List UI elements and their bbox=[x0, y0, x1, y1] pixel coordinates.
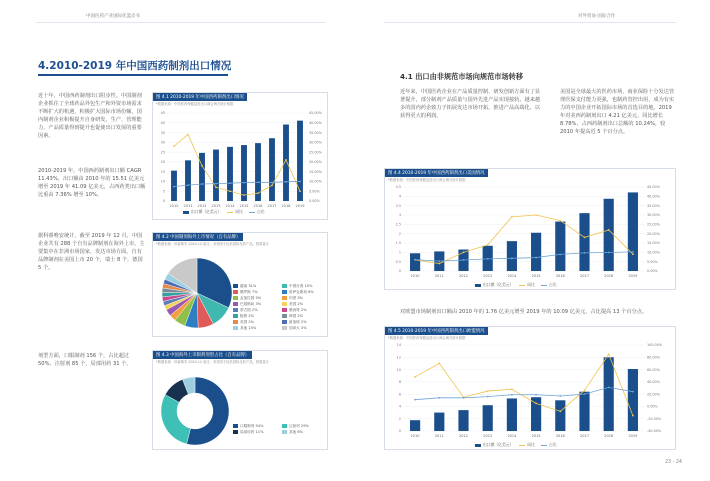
legend-label: 新加坡 2% bbox=[289, 319, 307, 324]
y-tick-right: 0.00% bbox=[309, 199, 320, 204]
x-tick: 2013 bbox=[483, 274, 493, 278]
y-tick-right: 0.00% bbox=[647, 404, 658, 409]
y-tick-left: 3 bbox=[398, 213, 401, 218]
line-point bbox=[511, 394, 513, 396]
y-tick-left: 25 bbox=[160, 150, 165, 155]
line-point bbox=[187, 184, 189, 186]
line-point bbox=[632, 415, 634, 417]
series-line bbox=[415, 387, 633, 399]
line-point bbox=[487, 258, 489, 260]
chart-4-2-pie bbox=[157, 253, 237, 333]
legend-swatch bbox=[233, 284, 238, 288]
legend-label: 俄罗斯 7% bbox=[240, 289, 258, 294]
y-tick-right: 40.00% bbox=[647, 380, 660, 385]
y-tick-left: 30 bbox=[160, 140, 165, 145]
y-tick-right: 60.00% bbox=[647, 367, 660, 372]
y-tick-left: 5 bbox=[162, 189, 165, 194]
legend-swatch bbox=[282, 284, 287, 288]
legend-swatch bbox=[233, 314, 238, 318]
line-point bbox=[487, 396, 489, 398]
line-point bbox=[187, 134, 189, 136]
legend-row bbox=[233, 325, 327, 331]
bar bbox=[185, 160, 191, 201]
bar bbox=[434, 413, 444, 431]
y-tick-right: 15.00% bbox=[647, 241, 660, 246]
paragraph-2: 2010-2019 年，中国西药制剂出口额 CAGR 11.43%，出口额由 2010 年的 15.51 亿美元增至 2019 年 41.09 亿美元，占西药类出口额比重由 7.36% 增至 10%。 bbox=[38, 168, 146, 199]
y-tick-right: 45.00% bbox=[647, 185, 660, 190]
y-tick-left: 14 bbox=[396, 343, 401, 348]
legend-swatch bbox=[282, 430, 287, 434]
line-point bbox=[414, 399, 416, 401]
y-tick-right: 35.00% bbox=[647, 203, 660, 208]
bar bbox=[555, 400, 565, 431]
y-tick-left: 40 bbox=[160, 120, 165, 125]
y-tick-left: 35 bbox=[160, 130, 165, 135]
legend-label: 越南 31% bbox=[240, 283, 257, 288]
x-tick: 2016 bbox=[253, 204, 263, 208]
legend-label: 韩国 2% bbox=[289, 313, 304, 318]
header-right-title: 对外贸易·国际合作 bbox=[578, 14, 616, 19]
y-tick-right: 40.00% bbox=[647, 194, 660, 199]
section-title: 4.2010-2019 年中国西药制剂出口情况 bbox=[38, 60, 232, 72]
y-tick-right: 80.00% bbox=[647, 355, 660, 360]
bar bbox=[579, 213, 589, 271]
legend-entry bbox=[233, 430, 278, 435]
line-point bbox=[559, 410, 561, 412]
legend-swatch bbox=[282, 314, 287, 318]
line-point bbox=[511, 216, 513, 218]
line-point bbox=[584, 252, 586, 254]
legend-label: 秘鲁 2% bbox=[240, 313, 255, 318]
x-tick: 2017 bbox=[267, 204, 277, 208]
y-tick-right: 5.00% bbox=[309, 189, 320, 194]
header-left-title: 中国医药产业国际化蓝皮书 bbox=[86, 14, 140, 19]
legend-label: 印度 3% bbox=[289, 295, 304, 300]
series-line bbox=[174, 181, 300, 186]
y-tick-left: 4 bbox=[398, 194, 401, 199]
chart-4-4-note: *数据来源：中国医药保健品进出口商会海关统计数据 bbox=[388, 178, 466, 182]
bar bbox=[531, 233, 541, 271]
line-point bbox=[414, 259, 416, 261]
legend-swatch bbox=[233, 320, 238, 324]
subsection-title: 4.1 出口由非规范市场向规范市场转移 bbox=[400, 72, 524, 81]
x-tick: 2017 bbox=[580, 274, 589, 278]
bar bbox=[410, 253, 420, 271]
series-line bbox=[415, 215, 633, 264]
bar bbox=[213, 150, 219, 201]
x-tick: 2015 bbox=[239, 204, 249, 208]
y-tick-right: 10.00% bbox=[647, 250, 660, 255]
y-tick-right: 100.00% bbox=[647, 343, 663, 348]
x-tick: 2018 bbox=[604, 274, 614, 278]
line-point bbox=[438, 263, 440, 265]
chart-4-5 bbox=[384, 326, 676, 450]
legend-entry bbox=[233, 314, 278, 319]
x-tick: 2014 bbox=[507, 274, 517, 278]
y-tick-right: 20.00% bbox=[309, 160, 322, 165]
y-tick-right: 10.00% bbox=[309, 179, 322, 184]
legend-swatch bbox=[233, 430, 238, 434]
y-tick-right: 25.00% bbox=[309, 150, 322, 155]
bar bbox=[604, 357, 614, 431]
y-tick-right: 15.00% bbox=[309, 169, 322, 174]
legend-label: 中国台湾 10% bbox=[289, 283, 313, 288]
legend-label: 英国 2% bbox=[240, 319, 255, 324]
chart-4-5-note: *数据来源：中国医药保健品进出口商会海关统计数据 bbox=[388, 336, 466, 340]
y-tick-right: -20.00% bbox=[647, 416, 662, 421]
legend-label: 其他 6% bbox=[289, 429, 304, 434]
y-tick-left: 4.5 bbox=[395, 185, 401, 190]
legend-entry bbox=[282, 290, 327, 295]
legend-label: 蒙古国 2% bbox=[240, 307, 258, 312]
page-number: 23 - 24 bbox=[665, 460, 682, 465]
x-tick: 2019 bbox=[628, 434, 638, 438]
legend-swatch bbox=[233, 326, 238, 330]
line-point bbox=[511, 388, 513, 390]
legend-entry bbox=[282, 284, 327, 289]
line-point bbox=[257, 181, 259, 183]
chart-4-4-plot bbox=[385, 179, 677, 283]
line-point bbox=[229, 190, 231, 192]
right-paragraph-2: 美国是全球最大的医药市场，商业保险十分发达管理医保支付能力更强，也制药管控出用，成为有实力的中国企业开拓国际市场的首选目的地。2019 年对美西药制剂出口 4.21 亿美元，同比增长 8.78%，占西药制剂出口总额的 10.24%，较 2010 年提高近 5 个百分点。 bbox=[560, 89, 675, 136]
legend-swatch bbox=[282, 308, 287, 312]
y-tick-left: 0.5 bbox=[395, 259, 401, 264]
line-point bbox=[215, 186, 217, 188]
chart-4-3-title: 图 4.3 中国海外上市制剂剂型占比（自有品牌） bbox=[153, 351, 252, 359]
y-tick-left: 20 bbox=[160, 160, 165, 165]
line-point bbox=[559, 220, 561, 222]
line-point bbox=[535, 214, 537, 216]
line-point bbox=[608, 229, 610, 231]
legend-entry bbox=[233, 308, 278, 313]
y-tick-left: 1.5 bbox=[395, 241, 401, 246]
line-point bbox=[438, 363, 440, 365]
y-tick-left: 4 bbox=[398, 404, 401, 409]
chart-4-1-title: 图 4.1 2010-2019 年中国西药制剂出口情况 bbox=[153, 93, 247, 101]
x-tick: 2013 bbox=[211, 204, 221, 208]
bar bbox=[507, 398, 517, 431]
line-point bbox=[414, 376, 416, 378]
series-line bbox=[174, 135, 300, 196]
legend-swatch bbox=[233, 296, 238, 300]
line-point bbox=[463, 259, 465, 261]
chart-4-1-note: *数据来源：中国医药保健品进出口商会海关统计数据 bbox=[156, 102, 234, 106]
chart-4-5-title: 图 4.5 2010-2019 年中国西药制剂出口欧盟情况 bbox=[385, 327, 488, 335]
y-tick-left: 6 bbox=[398, 392, 401, 397]
y-tick-left: 2 bbox=[398, 416, 401, 421]
y-tick-right: 30.00% bbox=[309, 140, 322, 145]
bar bbox=[297, 121, 303, 201]
bar bbox=[269, 138, 275, 201]
line-point bbox=[608, 386, 610, 388]
line-point bbox=[487, 244, 489, 246]
legend-entry bbox=[233, 302, 278, 307]
line-point bbox=[271, 184, 273, 186]
legend-entry bbox=[233, 326, 278, 331]
x-tick: 2014 bbox=[507, 434, 517, 438]
x-tick: 2016 bbox=[555, 274, 565, 278]
bar bbox=[227, 147, 233, 201]
legend-entry bbox=[282, 424, 327, 429]
line-point bbox=[438, 397, 440, 399]
x-tick: 2015 bbox=[531, 434, 541, 438]
legend-swatch bbox=[282, 424, 287, 428]
legend-swatch bbox=[233, 424, 238, 428]
chart-4-5-plot bbox=[385, 337, 677, 443]
right-paragraph-3: 对欧盟市场制剂出口额由 2010 年的 1.76 亿美元增至 2019 年的 10.09 亿美元，占比提高 13 个百分点。 bbox=[400, 309, 648, 315]
line-point bbox=[201, 183, 203, 185]
legend-entry bbox=[282, 320, 327, 325]
y-tick-left: 10 bbox=[160, 179, 165, 184]
x-tick: 2010 bbox=[410, 434, 420, 438]
y-tick-right: -40.00% bbox=[647, 429, 662, 434]
legend-entry bbox=[233, 290, 278, 295]
legend-row bbox=[233, 429, 327, 435]
y-tick-left: 10 bbox=[396, 367, 401, 372]
y-tick-left: 2.5 bbox=[395, 222, 401, 227]
line-point bbox=[215, 183, 217, 185]
x-tick: 2017 bbox=[580, 434, 589, 438]
legend-swatch bbox=[282, 326, 287, 330]
line-point bbox=[243, 194, 245, 196]
legend-entry bbox=[282, 302, 327, 307]
y-tick-left: 45 bbox=[160, 111, 165, 116]
legend-label: 注射剂 29% bbox=[289, 423, 309, 428]
legend-swatch bbox=[233, 290, 238, 294]
line-point bbox=[608, 353, 610, 355]
legend-entry bbox=[233, 284, 278, 289]
line-point bbox=[299, 181, 301, 183]
y-tick-right: 25.00% bbox=[647, 222, 660, 227]
y-tick-left: 0 bbox=[398, 429, 401, 434]
bar bbox=[531, 397, 541, 431]
line-point bbox=[257, 192, 259, 194]
bar bbox=[483, 405, 493, 431]
chart-4-3-note: *数据来源：科睿唯安 2019.12 备注：非美国不包括国际化药产品，按数量计 bbox=[156, 360, 269, 364]
legend-label: 孟加拉国 5% bbox=[240, 295, 262, 300]
legend-label: 其他 15% bbox=[240, 325, 257, 330]
legend-entry bbox=[282, 296, 327, 301]
legend-swatch bbox=[282, 320, 287, 324]
line-point bbox=[285, 181, 287, 183]
line-point bbox=[559, 395, 561, 397]
legend-label: 加拿大 3% bbox=[289, 325, 307, 330]
y-tick-left: 0 bbox=[398, 269, 401, 274]
legend-swatch bbox=[282, 296, 287, 300]
y-tick-left: 2 bbox=[398, 231, 401, 236]
chart-4-4 bbox=[384, 168, 676, 290]
chart-4-4-title: 图 4.4 2010-2019 年中国西药制剂出口美国情况 bbox=[385, 169, 488, 177]
legend-entry bbox=[282, 314, 327, 319]
legend-label: 哈萨克斯坦 6% bbox=[289, 289, 314, 294]
y-tick-right: 35.00% bbox=[309, 130, 322, 135]
line-point bbox=[584, 393, 586, 395]
chart-4-5-legend: 出口额（亿美元） 同比 占比 bbox=[475, 442, 557, 448]
x-tick: 2013 bbox=[483, 434, 493, 438]
legend-label: 局部用药 11% bbox=[240, 429, 264, 434]
legend-label: 口服制剂 54% bbox=[240, 423, 264, 428]
line-point bbox=[559, 253, 561, 255]
y-tick-right: 20.00% bbox=[647, 231, 660, 236]
chart-4-2-title: 图 4.2 中国制剂海外上市情况（自有品牌） bbox=[153, 233, 243, 241]
pie-slice bbox=[161, 395, 191, 444]
chart-4-3-legend bbox=[233, 423, 327, 435]
line-point bbox=[243, 182, 245, 184]
header-divider-left bbox=[36, 22, 326, 23]
line-point bbox=[535, 394, 537, 396]
line-point bbox=[463, 251, 465, 253]
paragraph-4: 剂型方面，口服制剂 156 个，占比超过 50%，注射剂 85 个，局部用药 31 个。 bbox=[38, 353, 132, 368]
line-point bbox=[229, 182, 231, 184]
y-tick-left: 15 bbox=[160, 169, 165, 174]
bar bbox=[604, 199, 614, 271]
y-tick-right: 40.00% bbox=[309, 120, 322, 125]
chart-4-1-legend: 出口额（亿美元） 同比 占比 bbox=[183, 209, 265, 215]
bar bbox=[628, 192, 638, 271]
right-paragraph-1: 近年来，中国医药企业在产品质量控制、研发创新方面有了显著提升，部分制剂产品质量与国外先进产品实现接轨，越来越多的国内药企致力于拓展发达市场开拓，推进产品高端化、以获得更大的利润。 bbox=[400, 89, 541, 120]
legend-entry bbox=[282, 326, 327, 331]
bar bbox=[241, 145, 247, 201]
chart-4-2 bbox=[152, 232, 328, 337]
bar bbox=[283, 125, 289, 201]
line-point bbox=[511, 257, 513, 259]
chart-4-2-legend bbox=[233, 283, 327, 331]
x-tick: 2010 bbox=[169, 204, 179, 208]
chart-4-3 bbox=[152, 350, 328, 450]
section-title-underline bbox=[38, 74, 228, 76]
bar bbox=[199, 153, 205, 201]
paragraph-1: 近十年，中国西药制剂出口阻步性。中国制剂企业抓住了全球药品外包生产和外资市场需求不断扩大的机遇，积极扩大国际市场份额，国内制剂企业积极提升自身研发、生产、管理能力，产品质量得到提升也促使出口发展的重要因素。 bbox=[38, 93, 142, 140]
x-tick: 2011 bbox=[183, 204, 193, 208]
legend-entry bbox=[233, 296, 278, 301]
y-tick-left: 8 bbox=[398, 380, 401, 385]
bar bbox=[507, 241, 517, 271]
x-tick: 2012 bbox=[459, 434, 468, 438]
line-point bbox=[535, 402, 537, 404]
legend-swatch bbox=[282, 302, 287, 306]
x-tick: 2011 bbox=[434, 434, 444, 438]
line-point bbox=[438, 260, 440, 262]
legend-entry bbox=[282, 308, 327, 313]
legend-swatch bbox=[233, 302, 238, 306]
legend-swatch bbox=[233, 308, 238, 312]
legend-label: 巴基斯坦 3% bbox=[240, 301, 262, 306]
line-point bbox=[173, 145, 175, 147]
line-point bbox=[632, 253, 634, 255]
bar bbox=[579, 392, 589, 431]
line-point bbox=[173, 186, 175, 188]
x-tick: 2019 bbox=[295, 204, 305, 208]
y-tick-right: 45.00% bbox=[309, 111, 322, 116]
bar bbox=[458, 410, 468, 431]
x-tick: 2011 bbox=[434, 274, 444, 278]
x-tick: 2018 bbox=[604, 434, 614, 438]
chart-4-4-legend: 出口额（亿美元） 同比 占比 bbox=[475, 282, 557, 288]
bar bbox=[410, 420, 420, 431]
y-tick-right: 0.00% bbox=[647, 269, 658, 274]
x-tick: 2012 bbox=[459, 274, 468, 278]
chart-4-2-note: *数据来源：科睿唯安 2019.12 备注：非美国不包括国际化药产品，按数量计 bbox=[156, 242, 269, 246]
line-point bbox=[632, 251, 634, 253]
chart-4-3-donut bbox=[155, 367, 235, 447]
legend-entry bbox=[282, 430, 327, 435]
y-tick-right: 30.00% bbox=[647, 213, 660, 218]
line-point bbox=[271, 182, 273, 184]
legend-entry bbox=[233, 320, 278, 325]
y-tick-right: 20.00% bbox=[647, 392, 660, 397]
line-point bbox=[535, 257, 537, 259]
line-point bbox=[632, 391, 634, 393]
chart-4-1 bbox=[152, 92, 328, 220]
x-tick: 2014 bbox=[225, 204, 235, 208]
line-point bbox=[584, 237, 586, 239]
line-point bbox=[299, 190, 301, 192]
legend-swatch bbox=[282, 290, 287, 294]
x-tick: 2018 bbox=[281, 204, 291, 208]
y-tick-left: 3.5 bbox=[395, 203, 401, 208]
x-tick: 2015 bbox=[531, 274, 541, 278]
line-point bbox=[201, 165, 203, 167]
y-tick-left: 1 bbox=[398, 250, 401, 255]
legend-entry bbox=[233, 424, 278, 429]
bar bbox=[555, 222, 565, 271]
legend-label: 美国 2% bbox=[289, 301, 304, 306]
x-tick: 2012 bbox=[197, 204, 207, 208]
legend-label: 墨西哥 2% bbox=[289, 307, 307, 312]
line-point bbox=[487, 390, 489, 392]
header-divider-right bbox=[384, 22, 676, 23]
bar bbox=[628, 369, 638, 431]
x-tick: 2019 bbox=[628, 274, 638, 278]
line-point bbox=[463, 397, 465, 399]
y-tick-right: 5.00% bbox=[647, 259, 658, 264]
y-tick-left: 12 bbox=[396, 355, 401, 360]
x-tick: 2016 bbox=[555, 434, 565, 438]
line-point bbox=[584, 390, 586, 392]
line-point bbox=[608, 252, 610, 254]
line-point bbox=[285, 159, 287, 161]
chart-4-1-plot bbox=[153, 105, 329, 213]
y-tick-left: 0 bbox=[162, 199, 165, 204]
paragraph-3: 据科睿唯安统计，截至 2019 年 12 月，中国企业共有 288 个自有品牌制剂在海外上市。主要集中在非洲市场国家、发达市场方面，自有品牌制剂在美国上市 20 个，瑞士 8 个，德国 5 个。 bbox=[38, 233, 145, 272]
x-tick: 2010 bbox=[410, 274, 420, 278]
